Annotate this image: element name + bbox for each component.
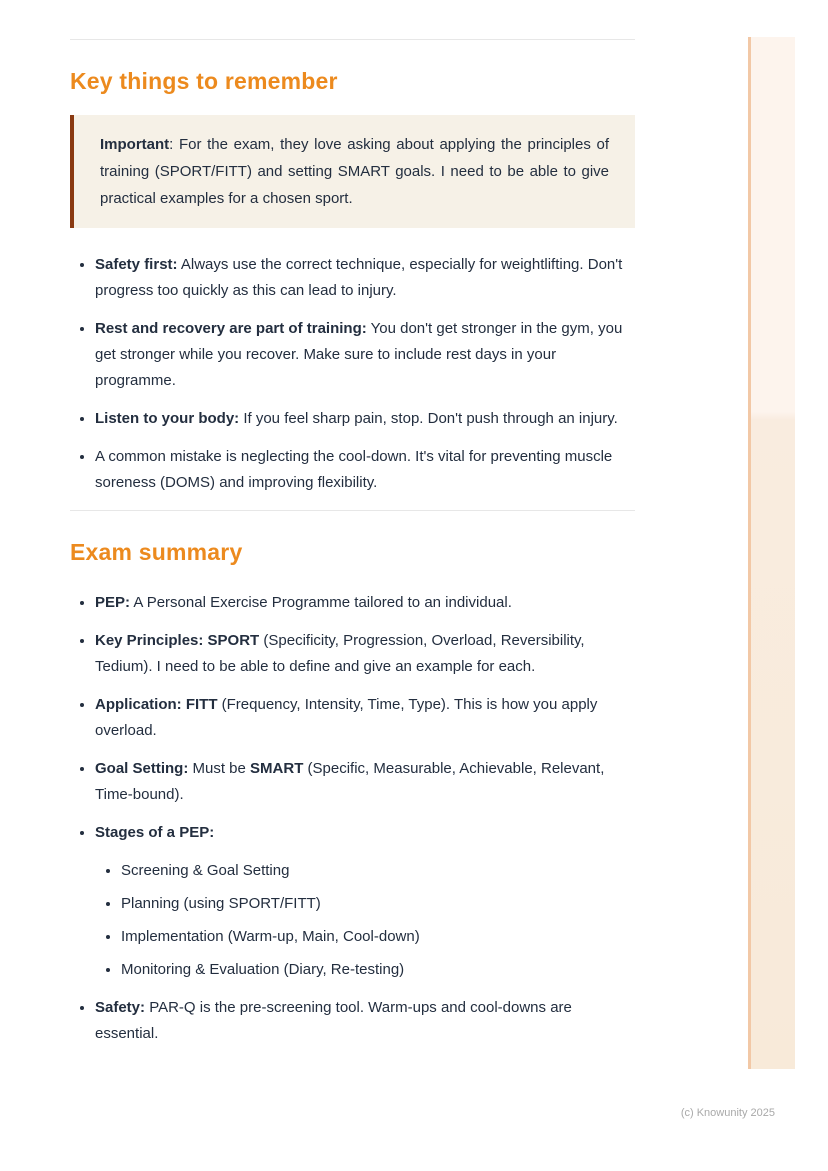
list-item-bold: Stages of a PEP: (95, 824, 215, 841)
stages-sublist (95, 858, 635, 983)
list-item-text: (Specificity, Progression, Overload, Reversibility, Tedium). I need to be able to define and give an example for each. (95, 632, 585, 675)
divider (70, 39, 635, 40)
list-item-text: A common mistake is neglecting the cool-down. It's vital for preventing muscle soreness (DOMS) and improving flexibility. (95, 448, 613, 491)
list-item-bold: Application: FITT (95, 696, 218, 713)
copyright-footer: (c) Knowunity 2025 (680, 1107, 775, 1119)
key-things-list (70, 252, 635, 496)
sub-list-item-text: Implementation (Warm-up, Main, Cool-down) (121, 928, 420, 945)
list-item-bold: Key Principles: SPORT (95, 632, 260, 649)
list-item-text-2: (Specific, Measurable, Achievable, Relevant, Time-bound). (95, 760, 605, 803)
section-title-exam-summary: Exam summary (70, 539, 243, 565)
important-callout (70, 115, 635, 228)
list-item (95, 316, 635, 394)
sub-list-item (121, 957, 635, 983)
list-item (95, 820, 635, 983)
list-item-text: If you feel sharp pain, stop. Don't push through an injury. (239, 410, 618, 427)
sub-list-item-text: Screening & Goal Setting (121, 862, 290, 879)
sub-list-item (121, 858, 635, 884)
list-item-text: You don't get stronger in the gym, you get stronger while you recover. Make sure to include rest days in your programme. (95, 320, 623, 389)
list-item-bold: Safety: (95, 999, 146, 1016)
list-item-text: Always use the correct technique, especially for weightlifting. Don't progress too quickly as this can lead to injury. (95, 256, 623, 299)
list-item-text: A Personal Exercise Programme tailored to an individual. (130, 594, 512, 611)
sub-list-item-text: Planning (using SPORT/FITT) (121, 895, 321, 912)
callout-bold-label: Important (100, 136, 170, 153)
list-item-text: Must be (188, 760, 251, 777)
list-item-bold: Rest and recovery are part of training: (95, 320, 367, 337)
page-edge-decoration (748, 37, 795, 1069)
list-item-bold: Listen to your body: (95, 410, 240, 427)
divider (70, 510, 635, 511)
list-item (95, 628, 635, 680)
list-item-bold-2: SMART (250, 760, 304, 777)
document-content (70, 0, 635, 1059)
list-item (95, 756, 635, 808)
sub-list-item (121, 891, 635, 917)
exam-summary-list (70, 590, 635, 1047)
callout-paragraph (100, 131, 609, 212)
list-item-text: PAR-Q is the pre-screening tool. Warm-ups and cool-downs are essential. (95, 999, 572, 1042)
list-item (95, 995, 635, 1047)
list-item (95, 406, 635, 432)
list-item (95, 444, 635, 496)
list-item (95, 692, 635, 744)
list-item-bold: PEP: (95, 594, 131, 611)
callout-text: : For the exam, they love asking about applying the principles of training (SPORT/FITT) and setting SMART goals. I need to be able to give practical examples for a chosen sport. (100, 136, 609, 207)
sub-list-item-text: Monitoring & Evaluation (Diary, Re-testing) (121, 961, 405, 978)
list-item-bold: Goal Setting: (95, 760, 189, 777)
list-item-bold: Safety first: (95, 256, 178, 273)
list-item (95, 252, 635, 304)
list-item-text: (Frequency, Intensity, Time, Type). This is how you apply overload. (95, 696, 598, 739)
section-title-key-things: Key things to remember (70, 68, 338, 94)
list-item (95, 590, 635, 616)
sub-list-item (121, 924, 635, 950)
